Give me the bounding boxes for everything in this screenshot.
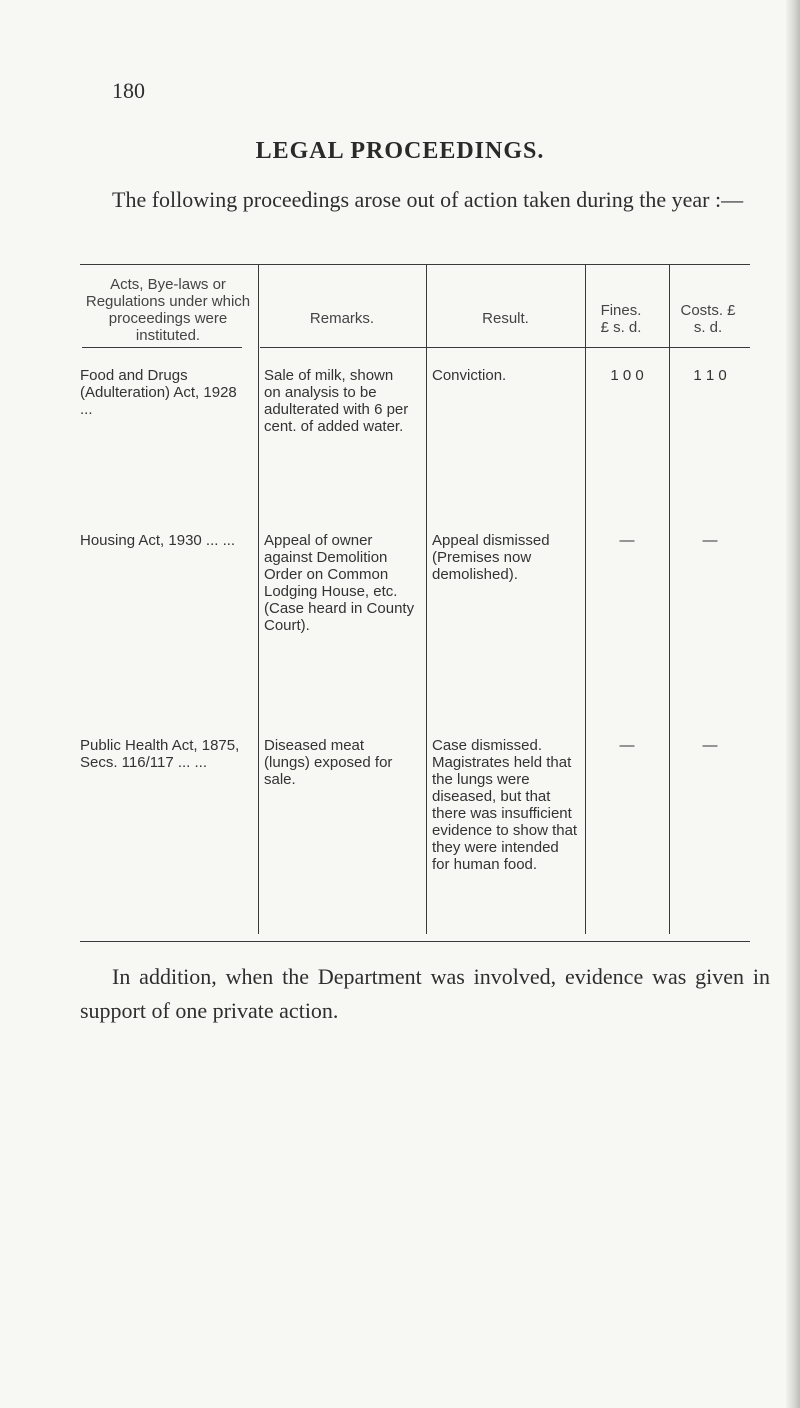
row-3-remarks: Diseased meat (lungs) exposed for sale. <box>264 737 393 788</box>
header-fines: Fines. £ s. d. <box>600 302 642 336</box>
row-1-result: Conviction. <box>432 367 507 384</box>
row-1-fines: 1 0 0 <box>610 367 644 384</box>
footer-paragraph: In addition, when the Department was involved, evidence was given in support of one private action. <box>80 964 770 1023</box>
table-bottom-rule <box>80 941 750 942</box>
header-bottom-rule-left <box>82 347 242 348</box>
row-2-remarks: Appeal of owner against Demolition Order on Common Lodging House, etc. (Case heard in County Court). <box>264 532 415 634</box>
row-3-acts: Public Health Act, 1875, Secs. 116/117 ... ... <box>80 737 240 771</box>
row-2-acts: Housing Act, 1930 ... ... <box>80 532 236 549</box>
row-1-acts: Food and Drugs (Adulteration) Act, 1928 ... <box>80 367 237 418</box>
row-3-result: Case dismissed. Magistrates held that the lungs were diseased, but that there was insufficient evidence to show that they were intended for human food. <box>432 737 578 873</box>
row-1-remarks: Sale of milk, shown on analysis to be adulterated with 6 per cent. of added water. <box>264 367 409 435</box>
row-3-costs: — <box>702 737 718 754</box>
table-top-rule <box>80 264 750 265</box>
column-divider-4 <box>669 264 670 934</box>
column-divider-3 <box>585 264 586 934</box>
header-remarks: Remarks. <box>309 310 375 327</box>
page-number: 180 <box>112 78 145 103</box>
page-edge-shadow <box>786 0 800 1408</box>
row-2-fines: — <box>619 532 635 549</box>
header-bottom-rule-right <box>260 347 750 348</box>
column-divider-1 <box>258 264 259 934</box>
row-2-result: Appeal dismissed (Premises now demolished). <box>432 532 550 583</box>
row-2-costs: — <box>702 532 718 549</box>
proceedings-table <box>80 264 750 942</box>
page-title: LEGAL PROCEEDINGS. <box>255 138 545 164</box>
header-result: Result. <box>482 310 529 327</box>
column-divider-2 <box>426 264 427 934</box>
header-costs: Costs. £ s. d. <box>680 302 736 336</box>
row-1-costs: 1 1 0 <box>693 367 727 384</box>
header-acts: Acts, Bye-laws or Regulations under which proceedings were instituted. <box>85 276 251 344</box>
row-3-fines: — <box>619 737 635 754</box>
intro-paragraph: The following proceedings arose out of action taken during the year :— <box>112 187 744 212</box>
